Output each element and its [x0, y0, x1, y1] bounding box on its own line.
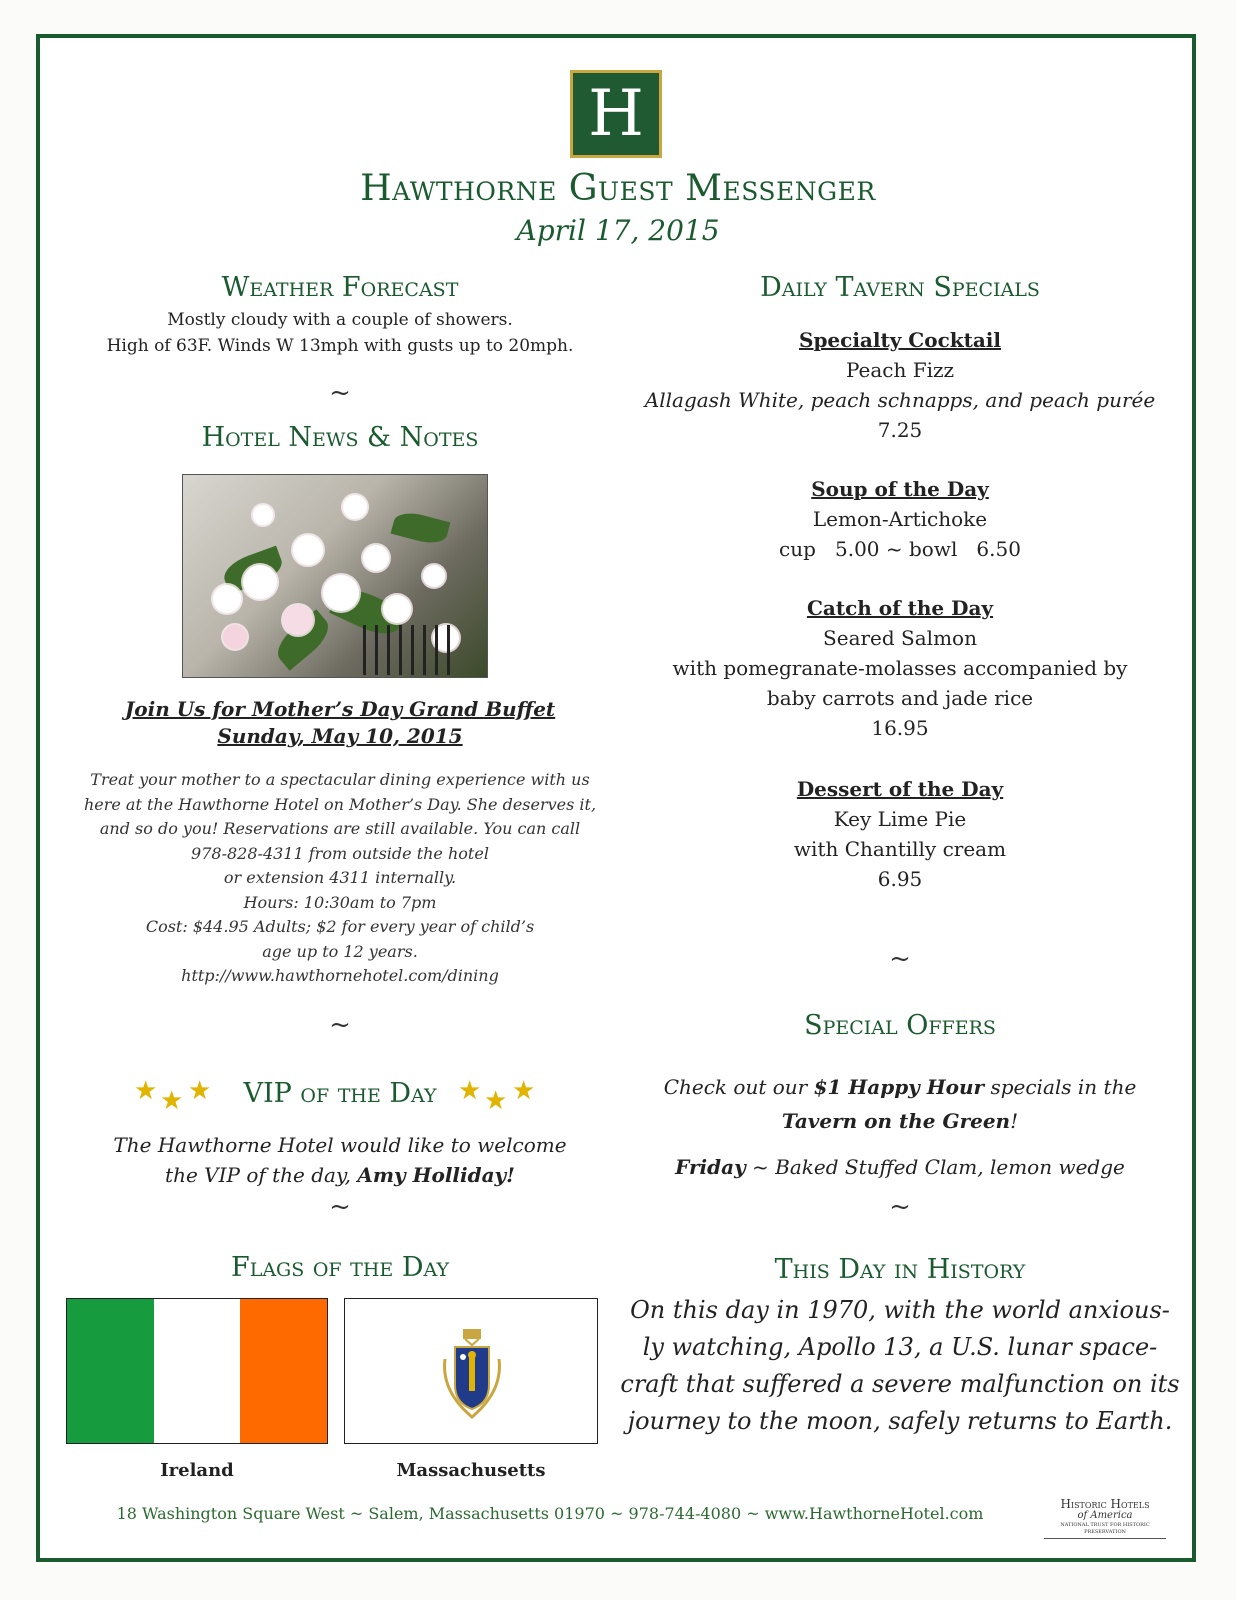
- catch-special: [620, 593, 1180, 743]
- star-icon: ★: [160, 1086, 184, 1116]
- buffet-section: [60, 697, 620, 989]
- offers-heading: Special Offers: [804, 1010, 996, 1041]
- offers-text: specials in the: [984, 1075, 1137, 1099]
- buffet-line: 978-828-4311 from outside the hotel: [191, 843, 489, 863]
- history-line: journey to the moon, safely returns to Earth.: [627, 1407, 1173, 1435]
- issue-date: April 17, 2015: [516, 214, 720, 247]
- soup-price: cup 5.00 ~ bowl 6.50: [779, 537, 1021, 561]
- soup-title: Soup of the Day: [811, 477, 989, 501]
- dessert-price: 6.95: [877, 867, 923, 891]
- dessert-name: Key Lime Pie: [833, 807, 967, 831]
- happy-hour-text: $1 Happy Hour: [813, 1075, 985, 1099]
- weather-section: [60, 272, 620, 359]
- cocktail-price: 7.25: [877, 418, 923, 442]
- badge-line-3: NATIONAL TRUST FOR HISTORIC PRESERVATION: [1060, 1522, 1150, 1535]
- flag-caption-massachusetts: Massachusetts: [396, 1460, 546, 1481]
- news-heading: Hotel News & Notes: [201, 422, 479, 453]
- vip-line-2: [60, 1160, 620, 1190]
- flag-stripe-orange: [240, 1299, 327, 1443]
- flag-stripe-white: [154, 1299, 241, 1443]
- buffet-line: Treat your mother to a spectacular dining experience with us: [90, 770, 590, 789]
- separator: ~: [329, 378, 351, 408]
- weather-line-1: Mostly cloudy with a couple of showers.: [167, 310, 513, 330]
- flag-stripe-green: [67, 1299, 154, 1443]
- cocktail-desc: Allagash White, peach schnapps, and peach purée: [644, 388, 1156, 412]
- weather-line-2: High of 63F. Winds W 13mph with gusts up to 20mph.: [106, 336, 574, 356]
- catch-price: 16.95: [871, 716, 929, 740]
- offers-line-1: [620, 1070, 1180, 1104]
- star-icon: ★: [512, 1076, 536, 1106]
- separator: ~: [889, 1192, 911, 1222]
- tavern-name: Tavern on the Green: [781, 1109, 1011, 1133]
- hotel-logo: [570, 70, 662, 158]
- separator: ~: [329, 1192, 351, 1222]
- cocktail-title: Specialty Cocktail: [799, 328, 1001, 352]
- history-line: ly watching, Apollo 13, a U.S. lunar space-: [642, 1333, 1158, 1361]
- badge-line-1: Historic Hotels: [1060, 1497, 1150, 1511]
- offer-day: Friday: [675, 1155, 746, 1179]
- offers-text: Check out our: [663, 1075, 814, 1099]
- buffet-line: Cost: $44.95 Adults; $2 for every year of child’s: [145, 917, 535, 936]
- buffet-date: Sunday, May 10, 2015: [217, 724, 463, 748]
- history-heading: This Day in History: [774, 1254, 1026, 1285]
- buffet-line: age up to 12 years.: [262, 941, 418, 961]
- history-line: craft that suffered a severe malfunction on its: [620, 1370, 1180, 1398]
- vip-heading: VIP of the Day: [243, 1078, 437, 1109]
- offers-line-2: [620, 1104, 1180, 1138]
- star-icon: ★: [188, 1076, 212, 1106]
- buffet-title: Join Us for Mother’s Day Grand Buffet: [124, 697, 556, 721]
- dessert-special: [620, 774, 1180, 894]
- badge-line-2: of America: [1077, 1510, 1133, 1521]
- vip-message: [60, 1130, 620, 1190]
- catch-name: Seared Salmon: [823, 626, 977, 650]
- separator: ~: [329, 1010, 351, 1040]
- massachusetts-flag: [344, 1298, 598, 1444]
- catch-desc-2: baby carrots and jade rice: [766, 686, 1034, 710]
- buffet-line: here at the Hawthorne Hotel on Mother’s Day. She deserves it,: [83, 794, 597, 814]
- flag-caption-ireland: Ireland: [160, 1460, 234, 1481]
- catch-title: Catch of the Day: [806, 596, 994, 620]
- catch-desc-1: with pomegranate-molasses accompanied by: [672, 656, 1128, 680]
- offers-text: !: [1010, 1109, 1019, 1133]
- dining-link[interactable]: http://www.hawthornehotel.com/dining: [181, 966, 499, 985]
- dessert-desc: with Chantilly cream: [793, 837, 1007, 861]
- star-icon: ★: [134, 1076, 158, 1106]
- tavern-heading: Daily Tavern Specials: [760, 272, 1040, 303]
- cocktail-name: Peach Fizz: [845, 358, 955, 382]
- vip-name: Amy Holliday!: [357, 1163, 515, 1187]
- buffet-line: Hours: 10:30am to 7pm: [243, 892, 437, 912]
- ireland-flag: [66, 1298, 328, 1444]
- vip-line-1: The Hawthorne Hotel would like to welcome: [113, 1133, 567, 1157]
- apple-blossom-photo: [182, 474, 488, 678]
- star-icon: ★: [484, 1086, 508, 1116]
- offer-item: ~ Baked Stuffed Clam, lemon wedge: [745, 1155, 1125, 1179]
- cocktail-special: [620, 325, 1180, 445]
- buffet-line: and so do you! Reservations are still available. You can call: [99, 819, 581, 838]
- dessert-title: Dessert of the Day: [796, 777, 1004, 801]
- weather-heading: Weather Forecast: [221, 272, 459, 303]
- offers-body: [620, 1070, 1180, 1184]
- flags-heading: Flags of the Day: [230, 1252, 450, 1283]
- historic-hotels-badge: [1044, 1498, 1166, 1539]
- vip-line-2-prefix: the VIP of the day,: [165, 1163, 358, 1187]
- star-icon: ★: [458, 1076, 482, 1106]
- history-line: On this day in 1970, with the world anxious-: [630, 1296, 1170, 1324]
- massachusetts-seal-icon: [345, 1299, 599, 1445]
- buffet-line: or extension 4311 internally.: [223, 868, 457, 887]
- soup-name: Lemon-Artichoke: [812, 507, 988, 531]
- soup-special: [620, 474, 1180, 564]
- history-body: [612, 1292, 1188, 1440]
- logo-letter: H: [588, 77, 644, 151]
- footer-address: 18 Washington Square West ~ Salem, Massachusetts 01970 ~ 978-744-4080 ~ www.HawthorneHotel.com: [116, 1504, 984, 1523]
- offers-line-3: [620, 1150, 1180, 1184]
- page-title: Hawthorne Guest Messenger: [360, 168, 876, 209]
- buffet-description: [60, 768, 620, 989]
- separator: ~: [889, 944, 911, 974]
